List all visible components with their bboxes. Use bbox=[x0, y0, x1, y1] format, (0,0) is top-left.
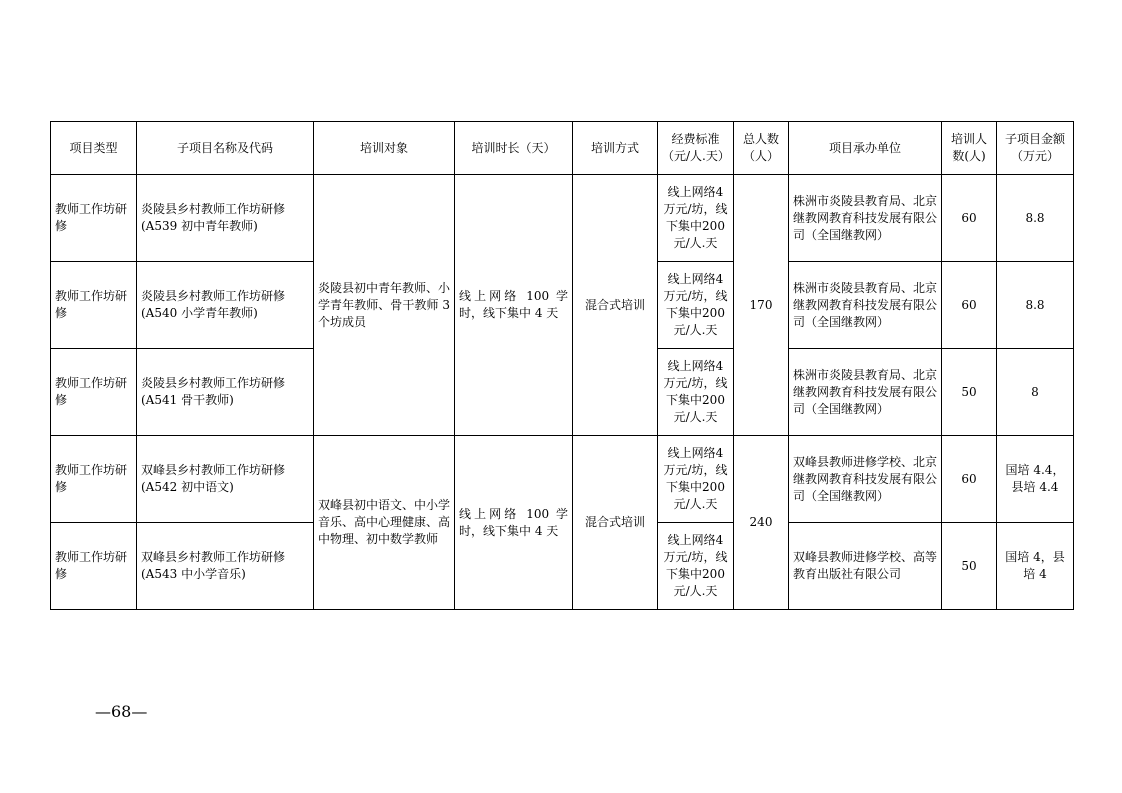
cell-training-duration: 线上网络 100 学时，线下集中 4 天 bbox=[455, 436, 573, 610]
header-project-type: 项目类型 bbox=[51, 122, 137, 175]
cell-organizer: 株洲市炎陵县教育局、北京继教网教育科技发展有限公司（全国继教网） bbox=[789, 175, 942, 262]
cell-trainee-count: 60 bbox=[942, 262, 997, 349]
cell-training-duration: 线上网络 100 学时，线下集中 4 天 bbox=[455, 175, 573, 436]
cell-organizer: 双峰县教师进修学校、高等教育出版社有限公司 bbox=[789, 523, 942, 610]
header-trainee-count: 培训人数(人) bbox=[942, 122, 997, 175]
cell-trainee-count: 50 bbox=[942, 349, 997, 436]
table-row bbox=[51, 175, 1074, 262]
header-subproject-name: 子项目名称及代码 bbox=[137, 122, 314, 175]
header-training-method: 培训方式 bbox=[573, 122, 658, 175]
cell-subproject-name: 炎陵县乡村教师工作坊研修(A541 骨干教师) bbox=[137, 349, 314, 436]
cell-subproject-amount: 国培 4.4，县培 4.4 bbox=[997, 436, 1074, 523]
cell-subproject-amount: 8.8 bbox=[997, 262, 1074, 349]
cell-fee-standard: 线上网络4万元/坊，线下集中200元/人.天 bbox=[658, 349, 734, 436]
cell-project-type: 教师工作坊研修 bbox=[51, 523, 137, 610]
header-training-duration: 培训时长（天） bbox=[455, 122, 573, 175]
cell-fee-standard: 线上网络4万元/坊，线下集中200元/人.天 bbox=[658, 436, 734, 523]
header-training-target: 培训对象 bbox=[314, 122, 455, 175]
page-number: —68— bbox=[95, 702, 148, 721]
cell-subproject-amount: 8 bbox=[997, 349, 1074, 436]
cell-trainee-count: 50 bbox=[942, 523, 997, 610]
cell-fee-standard: 线上网络4万元/坊，线下集中200元/人.天 bbox=[658, 175, 734, 262]
header-fee-standard: 经费标准（元/人.天） bbox=[658, 122, 734, 175]
project-table bbox=[50, 121, 1074, 610]
cell-organizer: 株洲市炎陵县教育局、北京继教网教育科技发展有限公司（全国继教网） bbox=[789, 262, 942, 349]
cell-organizer: 株洲市炎陵县教育局、北京继教网教育科技发展有限公司（全国继教网） bbox=[789, 349, 942, 436]
cell-training-target: 炎陵县初中青年教师、小学青年教师、骨干教师 3 个坊成员 bbox=[314, 175, 455, 436]
cell-training-target: 双峰县初中语文、中小学音乐、高中心理健康、高中物理、初中数学教师 bbox=[314, 436, 455, 610]
cell-subproject-name: 炎陵县乡村教师工作坊研修(A539 初中青年教师) bbox=[137, 175, 314, 262]
cell-project-type: 教师工作坊研修 bbox=[51, 436, 137, 523]
cell-training-method: 混合式培训 bbox=[573, 175, 658, 436]
header-total-people: 总人数（人） bbox=[734, 122, 789, 175]
cell-subproject-name: 双峰县乡村教师工作坊研修(A542 初中语文) bbox=[137, 436, 314, 523]
cell-fee-standard: 线上网络4万元/坊，线下集中200元/人.天 bbox=[658, 262, 734, 349]
header-organizer: 项目承办单位 bbox=[789, 122, 942, 175]
header-subproject-amount: 子项目金额（万元） bbox=[997, 122, 1074, 175]
cell-project-type: 教师工作坊研修 bbox=[51, 349, 137, 436]
cell-training-method: 混合式培训 bbox=[573, 436, 658, 610]
cell-trainee-count: 60 bbox=[942, 175, 997, 262]
cell-project-type: 教师工作坊研修 bbox=[51, 175, 137, 262]
cell-subproject-name: 炎陵县乡村教师工作坊研修(A540 小学青年教师) bbox=[137, 262, 314, 349]
cell-trainee-count: 60 bbox=[942, 436, 997, 523]
cell-fee-standard: 线上网络4万元/坊，线下集中200元/人.天 bbox=[658, 523, 734, 610]
cell-organizer: 双峰县教师进修学校、北京继教网教育科技发展有限公司（全国继教网） bbox=[789, 436, 942, 523]
cell-subproject-amount: 8.8 bbox=[997, 175, 1074, 262]
table-row bbox=[51, 436, 1074, 523]
cell-total-people: 170 bbox=[734, 175, 789, 436]
table-header-row bbox=[51, 122, 1074, 175]
cell-subproject-amount: 国培 4，县培 4 bbox=[997, 523, 1074, 610]
cell-total-people: 240 bbox=[734, 436, 789, 610]
cell-subproject-name: 双峰县乡村教师工作坊研修(A543 中小学音乐) bbox=[137, 523, 314, 610]
cell-project-type: 教师工作坊研修 bbox=[51, 262, 137, 349]
